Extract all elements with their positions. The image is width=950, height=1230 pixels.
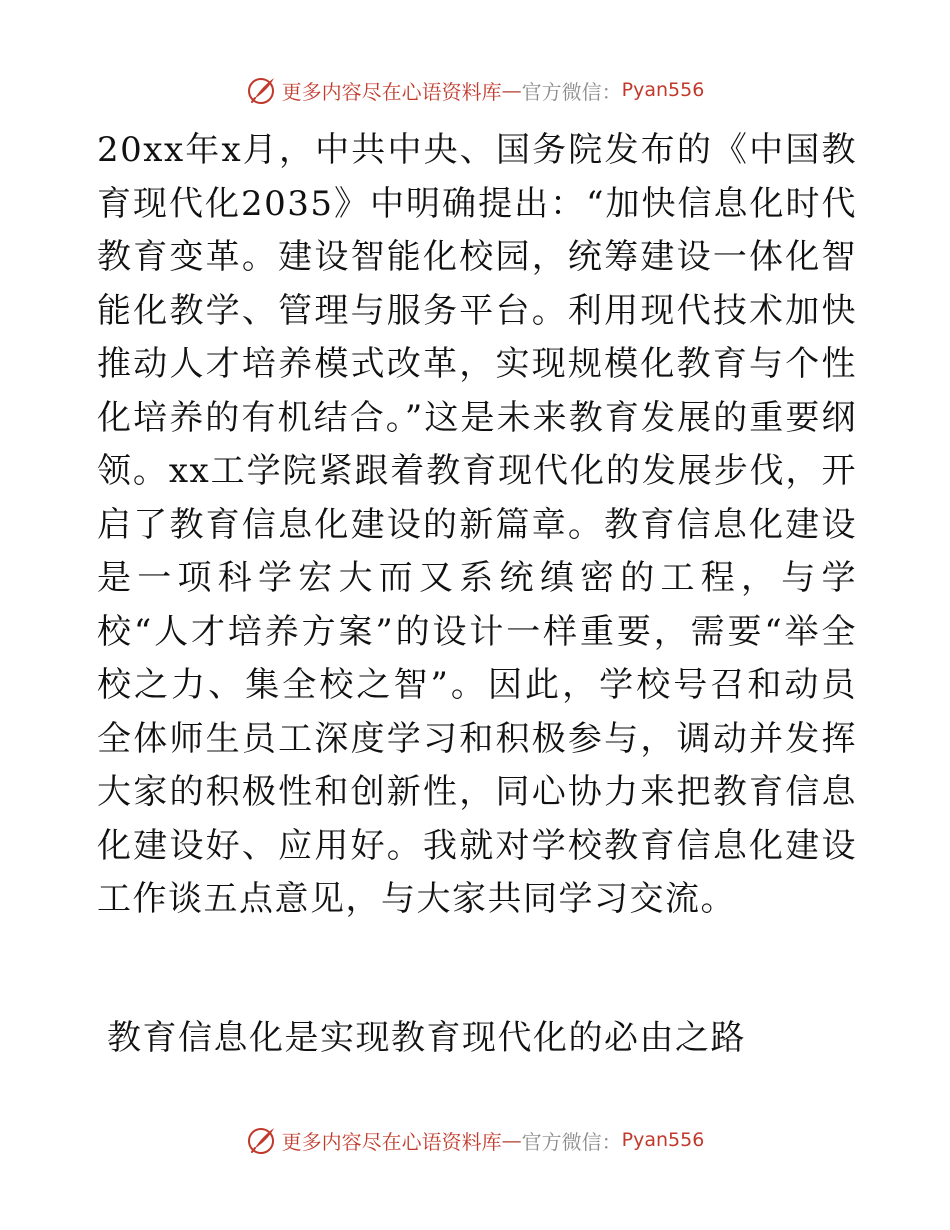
watermark-contact-label: 官方微信： — [521, 1129, 622, 1154]
section-heading: 教育信息化是实现教育现代化的必由之路 — [107, 1018, 746, 1058]
watermark-dash: — — [501, 78, 522, 102]
body-paragraph: 20xx年x月，中共中央、国务院发布的《中国教育现代化2035》中明确提出：“加快信息化时代教育变革。建设智能化校园，统筹建设一体化智能化教学、管理与服务平台。利用现代技术加快推动人才培养模式改革，实现规模化教育与个性化培养的有机结合。”这是未来教育发展的重要纲领。xx工学院紧跟着教育现代化的发展步伐，开启了教育信息化建设的新篇章。教育信息化建设是一项科学宏大而又系统缜密的工程，与学校“人才培养方案”的设计一样重要，需要“举全校之力、集全校之智”。因此，学校号召和动员全体师生员工深度学习和积极参与，调动并发挥大家的积极性和创新性，同心协力来把教育信息化建设好、应用好。我就对学校教育信息化建设工作谈五点意见，与大家共同学习交流。 — [97, 130, 857, 919]
watermark-contact-id: Pyan556 — [621, 1129, 705, 1151]
watermark-contact-label: 官方微信： — [521, 79, 622, 104]
watermark-main-text: 更多内容尽在心语资料库 — [281, 1129, 502, 1154]
feather-pen-icon — [246, 74, 278, 106]
header-watermark — [0, 72, 950, 108]
footer-watermark — [0, 1122, 950, 1158]
feather-pen-icon — [246, 1124, 278, 1156]
watermark-main-text: 更多内容尽在心语资料库 — [281, 79, 502, 104]
watermark-dash: — — [501, 1128, 522, 1152]
watermark-contact-id: Pyan556 — [621, 79, 705, 101]
